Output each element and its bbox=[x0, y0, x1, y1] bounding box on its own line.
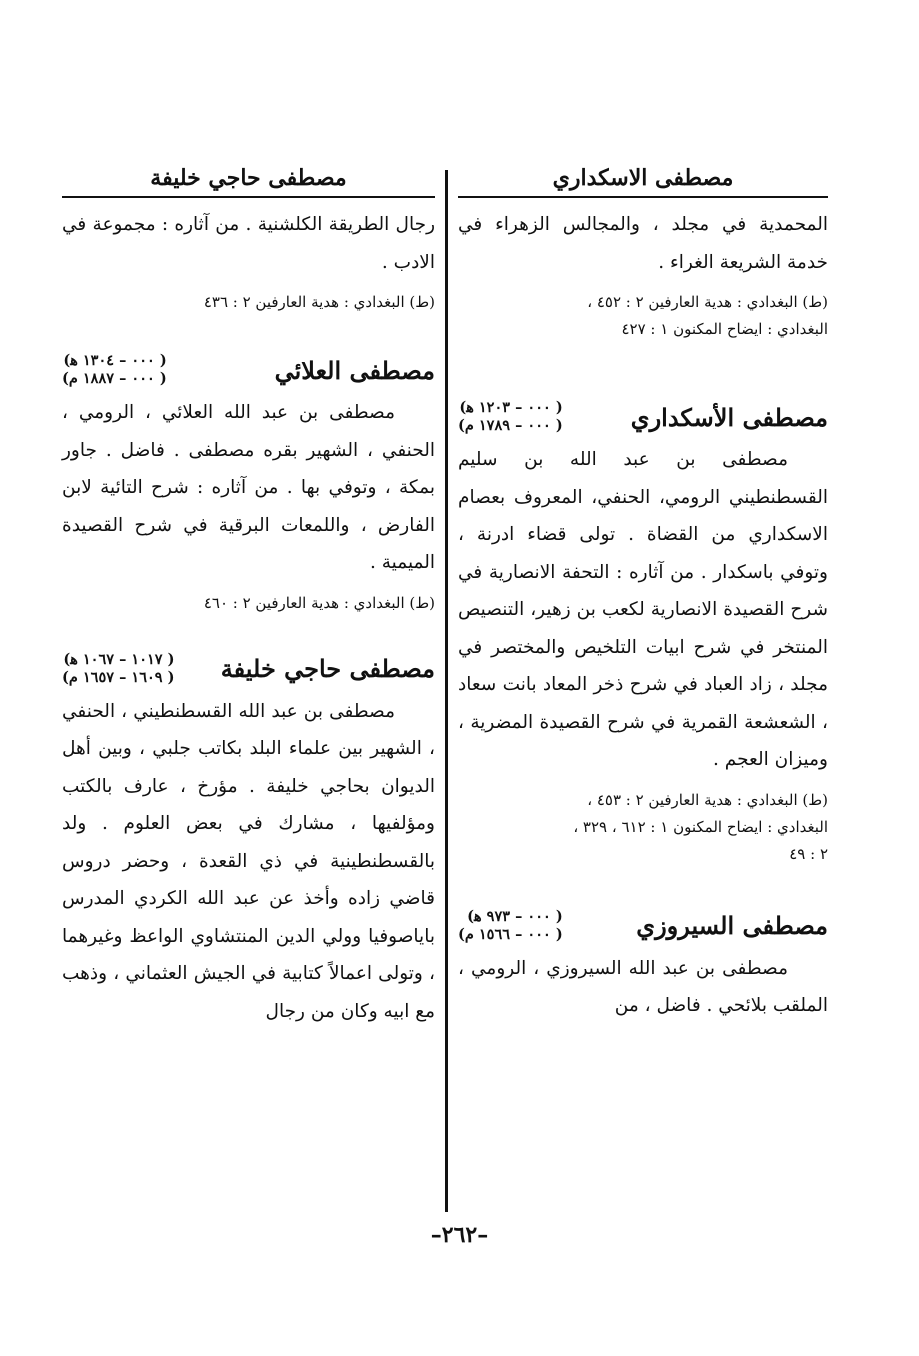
dates-gregorian: ( ٠٠٠ – ١٥٦٦ م) bbox=[458, 925, 563, 943]
citation-line: البغدادي : ايضاح المكنون ١ : ٤٢٧ bbox=[621, 320, 828, 338]
continued-text: رجال الطريقة الكلشنية . من آثاره : مجموعة في الادب . bbox=[62, 214, 435, 273]
header-rule-right bbox=[458, 196, 828, 198]
entry-heading bbox=[458, 399, 828, 435]
citation-line: (ط) البغدادي : هدية العارفين ٢ : ٤٥٣ ، bbox=[587, 790, 828, 809]
running-head-right: مصطفى الاسكداري bbox=[552, 165, 734, 191]
citation-line: (ط) البغدادي : هدية العارفين ٢ : ٤٦٠ bbox=[203, 593, 435, 612]
dates-hijri: ( ١٠١٧ – ١٠٦٧ ﻫ) bbox=[63, 650, 175, 668]
dates-hijri: ( ٠٠٠ – ١٢٠٣ ﻫ) bbox=[459, 399, 563, 416]
citation bbox=[62, 289, 435, 316]
entry-text bbox=[62, 693, 435, 1031]
entry-body: مصطفى بن عبد الله السيروزي ، الرومي ، الملقب بلائحي . فاضل ، من bbox=[458, 957, 828, 1016]
dates-gregorian: ( ٠٠٠ – ١٧٨٩ م) bbox=[458, 417, 563, 434]
dates-gregorian: ( ١٦٠٩ – ١٦٥٧ م) bbox=[62, 668, 175, 686]
dates-gregorian: ( ٠٠٠ – ١٨٨٧ م) bbox=[62, 370, 167, 387]
citation-line: (ط) البغدادي : هدية العارفين ٢ : ٤٣٦ bbox=[203, 293, 435, 311]
citation-line: البغدادي : ايضاح المكنون ١ : ٦١٢ ، ٣٢٩ ، bbox=[573, 817, 828, 836]
entry-text bbox=[458, 950, 828, 1025]
entry-body: مصطفى بن عبد الله القسطنطيني ، الحنفي ، الشهير بين علماء البلد بكاتب جلبي ، وبين أهل الديوان بحاجي خليفة . مؤرخ ، عارف بالكتب ومؤلفيها ، مشارك في بعض العلوم . ولد بالقسطنطينية في ذي القعدة ، وحضر دروس قاضي زاده وأخذ عن عبد الله الكردي المدرس باياصوفيا وولي الدين المنتشاوي الواعظ وغيرهما ، وتولى اعمالاً كتابية في الجيش العثماني ، وذهب مع ابيه وكان من رجال bbox=[62, 700, 435, 1022]
citation bbox=[458, 289, 828, 343]
column-divider bbox=[445, 170, 448, 1212]
running-head-left: مصطفى حاجي خليفة bbox=[150, 165, 347, 191]
left-column bbox=[62, 160, 435, 1030]
entry-dates bbox=[458, 908, 563, 944]
entry-dates bbox=[62, 651, 174, 687]
header-rule-left bbox=[62, 196, 435, 198]
entry-heading bbox=[458, 908, 828, 944]
entry-text bbox=[62, 394, 435, 582]
citation-line: ٢ : ٤٩ bbox=[789, 844, 828, 863]
entry-name: مصطفى حاجي خليفة bbox=[220, 654, 435, 683]
entry-dates bbox=[62, 352, 167, 388]
entry-name: مصطفى السيروزي bbox=[636, 911, 828, 940]
citation-line: (ط) البغدادي : هدية العارفين ٢ : ٤٥٢ ، bbox=[587, 293, 828, 311]
dates-hijri: ( ٠٠٠ – ١٣٠٤ ﻫ) bbox=[63, 352, 167, 369]
entry-text bbox=[458, 441, 828, 779]
citation bbox=[458, 787, 828, 868]
entry-heading bbox=[62, 651, 435, 687]
right-column bbox=[458, 160, 828, 1025]
dates-hijri: ( ٠٠٠ – ٩٧٣ ﻫ) bbox=[467, 907, 563, 925]
entry-dates bbox=[458, 399, 563, 435]
entry-body: مصطفى بن عبد الله العلائي ، الرومي ، الحنفي ، الشهير بقره مصطفى . فاضل . جاور بمكة ، وتوفي بها . من آثاره : شرح التائية لابن الفارض ، واللمعات البرقية في شرح القصيدة الميمية . bbox=[62, 402, 435, 573]
continued-text: المحمدية في مجلد ، والمجالس الزهراء في خدمة الشريعة الغراء . bbox=[458, 214, 828, 273]
entry-heading bbox=[62, 352, 435, 388]
entry-body: مصطفى بن عبد الله بن سليم القسطنطيني الرومي، الحنفي، المعروف بعصام الاسكداري من القضاة . تولى قضاء ادرنة ، وتوفي باسكدار . من آثاره : التحفة الانصارية في شرح القصيدة الانصارية لكعب بن زهير، التنصيص المنتخر في شرح ابيات التلخيص والمختصر في مجلد ، زاد العباد في شرح ذخر المعاد بانت سعاد ، الشعشعة القمرية في شرح القصيدة المضرية ، وميزان العجم . bbox=[458, 449, 828, 770]
entry-name: مصطفى الأسكداري bbox=[630, 402, 828, 432]
page-number: –٢٦٢– bbox=[430, 1222, 489, 1248]
citation bbox=[62, 590, 435, 617]
entry-name: مصطفى العلائي bbox=[274, 355, 435, 385]
